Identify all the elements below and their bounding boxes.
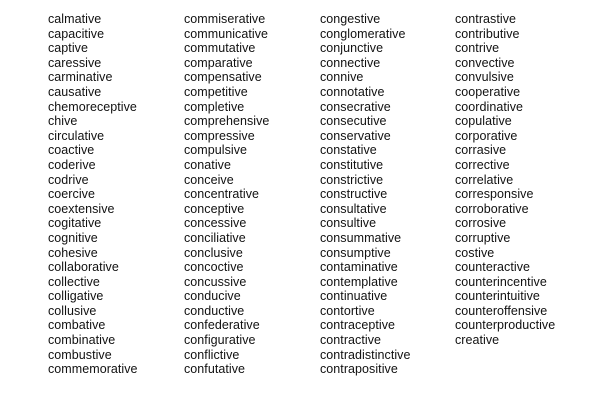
- word-item: contractive: [320, 333, 381, 348]
- word-item: congestive: [320, 12, 381, 26]
- word-item: commiserative: [184, 12, 266, 26]
- word-item: consecrative: [320, 99, 391, 114]
- word-item: colligative: [48, 289, 104, 304]
- word-column-2: [184, 12, 324, 377]
- word-item: contaminative: [320, 260, 398, 275]
- word-item: consultative: [320, 201, 387, 216]
- word-item: captive: [48, 41, 88, 56]
- word-item: configurative: [184, 333, 256, 348]
- word-item: conceptive: [184, 201, 245, 216]
- word-item: continuative: [320, 289, 388, 304]
- word-item: concentrative: [184, 187, 259, 202]
- word-item: cognitive: [48, 230, 98, 245]
- word-item: competitive: [184, 84, 248, 99]
- word-item: counterincentive: [455, 274, 547, 289]
- word-item: completive: [184, 99, 245, 114]
- word-item: conclusive: [184, 245, 243, 260]
- word-item: contributive: [455, 26, 520, 41]
- word-item: contrapositive: [320, 362, 398, 377]
- word-item: compulsive: [184, 143, 248, 158]
- word-item: convulsive: [455, 70, 514, 85]
- word-item: coderive: [48, 157, 96, 172]
- word-item: combustive: [48, 347, 112, 362]
- word-item: cogitative: [48, 216, 102, 231]
- word-item: communicative: [184, 26, 269, 41]
- word-item: coercive: [48, 187, 95, 202]
- word-item: conductive: [184, 303, 245, 318]
- word-item: conducive: [184, 289, 241, 304]
- word-item: consummative: [320, 230, 402, 245]
- word-column-4: [455, 12, 595, 348]
- word-item: chemoreceptive: [48, 99, 137, 114]
- word-item: coordinative: [455, 99, 524, 114]
- word-item: contraceptive: [320, 318, 395, 333]
- word-item: comprehensive: [184, 114, 270, 129]
- word-item: conservative: [320, 128, 391, 143]
- word-item: confutative: [184, 362, 246, 377]
- word-list: [0, 12, 600, 392]
- word-item: corrosive: [455, 216, 507, 231]
- word-item: compressive: [184, 128, 255, 143]
- word-item: corruptive: [455, 230, 511, 245]
- word-item: cooperative: [455, 84, 521, 99]
- word-item: concessive: [184, 216, 247, 231]
- word-item: constative: [320, 143, 377, 158]
- word-item: correlative: [455, 172, 514, 187]
- word-item: conative: [184, 157, 231, 172]
- word-item: contradistinctive: [320, 347, 411, 362]
- word-item: causative: [48, 84, 102, 99]
- word-item: conjunctive: [320, 41, 384, 56]
- word-item: corresponsive: [455, 187, 534, 202]
- word-item: combative: [48, 318, 106, 333]
- word-item: conciliative: [184, 230, 246, 245]
- word-item: confederative: [184, 318, 260, 333]
- word-item: codrive: [48, 172, 89, 187]
- word-item: circulative: [48, 128, 105, 143]
- word-item: connective: [320, 55, 381, 70]
- word-item: carminative: [48, 70, 113, 85]
- word-item: corroborative: [455, 201, 529, 216]
- word-item: convective: [455, 55, 515, 70]
- word-item: comparative: [184, 55, 253, 70]
- word-item: conflictive: [184, 347, 240, 362]
- word-item: corrective: [455, 157, 510, 172]
- word-item: consumptive: [320, 245, 391, 260]
- word-item: collective: [48, 274, 100, 289]
- word-item: capacitive: [48, 26, 105, 41]
- word-item: counteractive: [455, 260, 530, 275]
- word-item: concoctive: [184, 260, 244, 275]
- word-item: conceive: [184, 172, 234, 187]
- word-column-1: [48, 12, 188, 377]
- word-item: commutative: [184, 41, 256, 56]
- word-column-3: [320, 12, 460, 377]
- word-item: coextensive: [48, 201, 115, 216]
- word-item: concussive: [184, 274, 247, 289]
- word-item: constitutive: [320, 157, 384, 172]
- word-item: connive: [320, 70, 364, 85]
- word-item: cohesive: [48, 245, 98, 260]
- word-item: collaborative: [48, 260, 119, 275]
- word-item: calmative: [48, 12, 102, 26]
- word-item: creative: [455, 333, 500, 348]
- word-item: combinative: [48, 333, 116, 348]
- word-item: conglomerative: [320, 26, 406, 41]
- word-item: counteroffensive: [455, 303, 548, 318]
- word-item: corporative: [455, 128, 518, 143]
- word-item: corrasive: [455, 143, 507, 158]
- word-item: caressive: [48, 55, 102, 70]
- word-item: counterintuitive: [455, 289, 540, 304]
- word-item: contortive: [320, 303, 375, 318]
- word-item: commemorative: [48, 362, 138, 377]
- word-item: copulative: [455, 114, 512, 129]
- word-item: coactive: [48, 143, 95, 158]
- word-item: collusive: [48, 303, 97, 318]
- word-item: constructive: [320, 187, 388, 202]
- word-item: costive: [455, 245, 495, 260]
- word-item: constrictive: [320, 172, 384, 187]
- word-item: connotative: [320, 84, 385, 99]
- word-item: chive: [48, 114, 78, 129]
- word-item: contrive: [455, 41, 500, 56]
- word-item: compensative: [184, 70, 262, 85]
- word-item: consecutive: [320, 114, 387, 129]
- word-item: contemplative: [320, 274, 398, 289]
- word-item: counterproductive: [455, 318, 556, 333]
- word-item: consultive: [320, 216, 377, 231]
- word-item: contrastive: [455, 12, 516, 26]
